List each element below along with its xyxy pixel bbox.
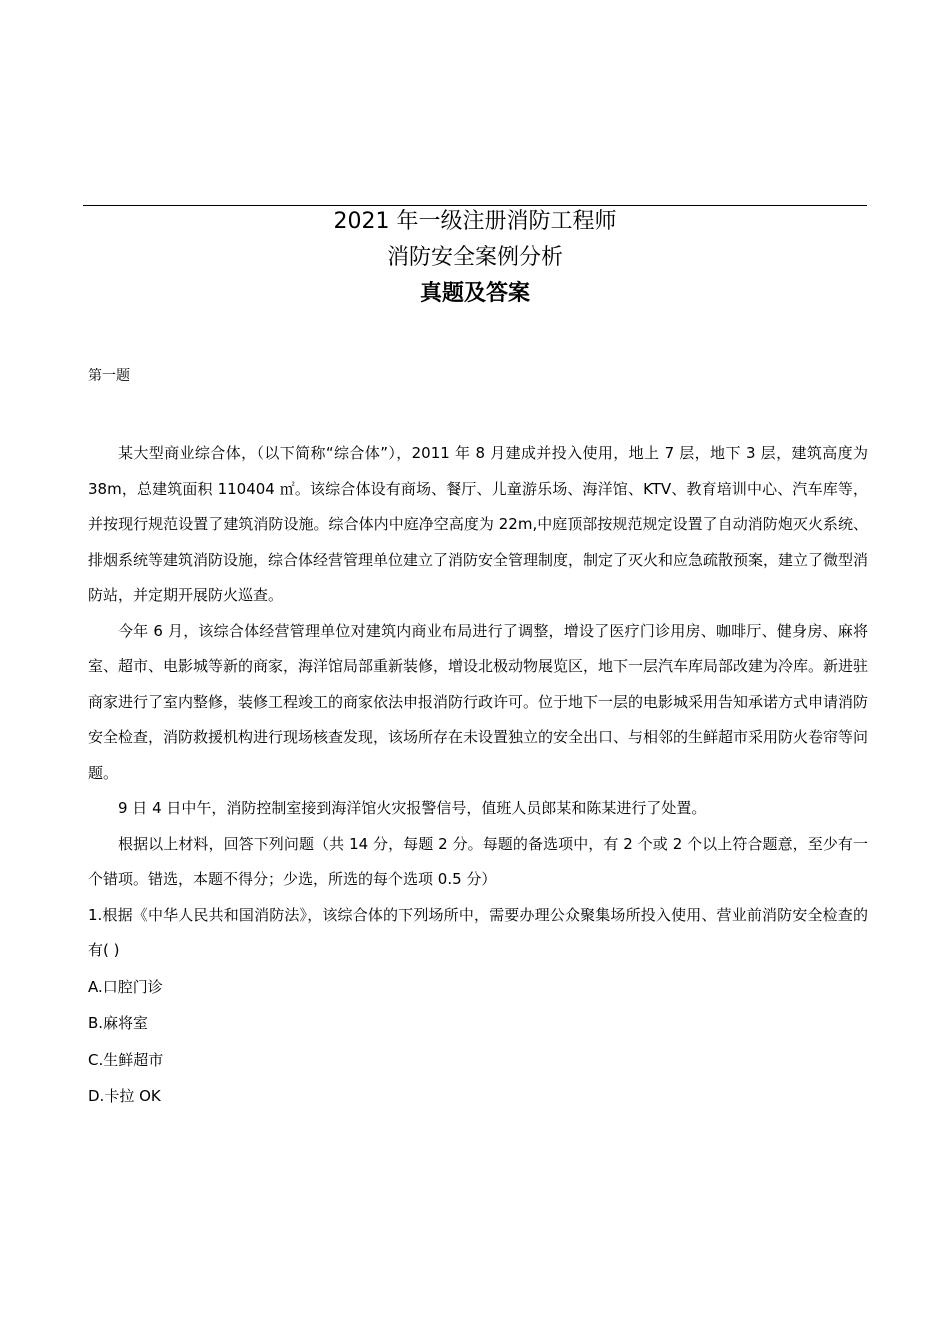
paragraph-4: 根据以上材料，回答下列问题（共 14 分，每题 2 分。每题的备选项中，有 2 个或 2 个以上符合题意，至少有一个错项。错选，本题不得分；少选，所选的每个选项 0.5 分）: [88, 834, 868, 888]
option-b: B.麻将室: [88, 1014, 149, 1032]
document-body: [88, 436, 868, 1115]
title-line-1: 2021 年一级注册消防工程师: [333, 209, 617, 234]
section-label: 第一题: [88, 368, 130, 384]
document-title: [0, 204, 950, 312]
paragraph-3: 9 日 4 日中午，消防控制室接到海洋馆火灾报警信号，值班人员郎某和陈某进行了处置。: [118, 799, 707, 817]
paragraph-1: 某大型商业综合体，（以下简称“综合体”），2011 年 8 月建成并投入使用，地上 7 层，地下 3 层，建筑高度为 38m，总建筑面积 110404 ㎡。该综合体设有商场、餐厅、儿童游乐场、海洋馆、KTV、教育培训中心、汽车库等，并按现行规范设置了建筑消防设施。综合体内中庭净空高度为 22m,中庭顶部按规范规定设置了自动消防炮灭火系统、排烟系统等建筑消防设施，综合体经营管理单位建立了消防安全管理制度，制定了灭火和应急疏散预案，建立了微型消防站，并定期开展防火巡查。: [88, 444, 869, 604]
title-line-2: 消防安全案例分析: [386, 245, 563, 270]
paragraph-2: 今年 6 月，该综合体经营管理单位对建筑内商业布局进行了调整，增设了医疗门诊用房、咖啡厅、健身房、麻将室、超市、电影城等新的商家，海洋馆局部重新装修，增设北极动物展览区，地下一层汽车库局部改建为冷库。新进驻商家进行了室内整修，装修工程竣工的商家依法申报消防行政许可。位于地下一层的电影城采用告知承诺方式申请消防安全检查，消防救援机构进行现场核查发现，该场所存在未设置独立的安全出口、与相邻的生鲜超市采用防火卷帘等问题。: [88, 621, 869, 782]
option-a: A.口腔门诊: [88, 977, 163, 996]
question-1: 1.根据《中华人民共和国消防法》，该综合体的下列场所中，需要办理公众聚集场所投入使用、营业前消防安全检查的有( ): [88, 905, 868, 959]
option-c: C.生鲜超市: [88, 1050, 164, 1069]
option-d: D.卡拉 OK: [88, 1087, 161, 1105]
title-line-3: 真题及答案: [419, 281, 530, 306]
